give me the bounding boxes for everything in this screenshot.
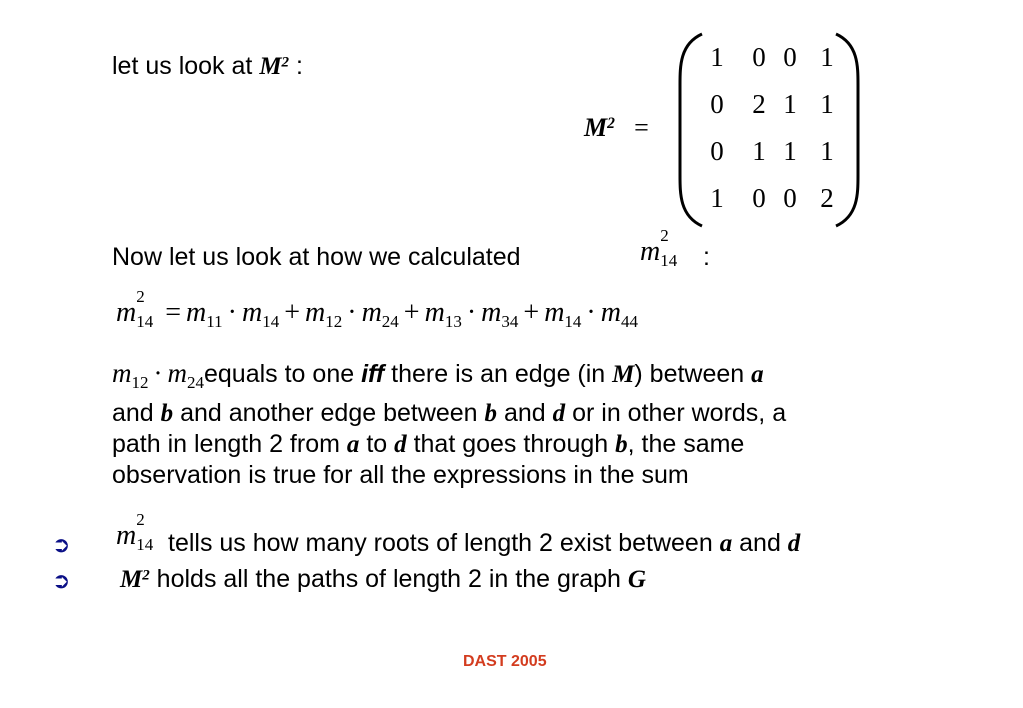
subscript: 12 — [325, 312, 343, 331]
text: that goes through — [406, 430, 616, 458]
matrix-cell: 0 — [783, 183, 797, 213]
matrix-cell: 0 — [783, 42, 797, 72]
text: tells us how many roots of length 2 exist between — [168, 529, 720, 557]
colon: : — [289, 52, 303, 80]
arrow-bullet-icon: ➲ — [52, 569, 71, 594]
m-variable: m — [640, 236, 661, 267]
bullet-2-text — [120, 565, 646, 594]
dot-operator: · — [586, 297, 596, 328]
matrix-cell: 1 — [820, 42, 834, 72]
m-variable: m — [361, 297, 382, 328]
m-variable: m — [600, 297, 621, 328]
subscript: 14 — [564, 312, 582, 331]
matrix-symbol: M — [584, 113, 608, 142]
subscript: 44 — [620, 312, 638, 331]
bullet-1-text — [168, 529, 800, 558]
vertex-d: d — [552, 400, 566, 427]
matrix-symbol: M — [259, 53, 282, 80]
text: equals to one — [204, 360, 362, 388]
dot-operator: · — [227, 297, 237, 328]
m-variable: m — [186, 297, 207, 328]
vertex-a: a — [751, 361, 764, 388]
vertex-a: a — [346, 431, 360, 458]
subscript: 14 — [136, 312, 154, 331]
subscript: 14 — [262, 312, 280, 331]
vertex-d: d — [787, 530, 801, 557]
matrix-cell: 2 — [820, 183, 834, 213]
text: and — [732, 529, 788, 557]
square-exponent: 2 — [281, 54, 290, 71]
matrix-cell: 1 — [820, 89, 834, 119]
subscript: 11 — [206, 312, 223, 331]
matrix-cell: 0 — [710, 136, 724, 166]
vertex-b: b — [160, 400, 174, 427]
explanation-paragraph — [112, 358, 786, 490]
matrix-symbol: M — [120, 566, 143, 593]
square-exponent: 2 — [142, 567, 150, 584]
left-bracket — [680, 34, 702, 226]
matrix-cell: 1 — [752, 136, 766, 166]
m14-squared-term — [640, 226, 678, 271]
matrix-cell: 2 — [752, 89, 766, 119]
subscript: 14 — [660, 251, 678, 270]
plus-sign: + — [523, 297, 540, 328]
footer-label: DAST 2005 — [463, 653, 547, 670]
subscript: 12 — [131, 373, 149, 392]
paragraph-line-4 — [112, 460, 786, 490]
vertex-d: d — [394, 431, 407, 458]
iff-keyword: iff — [361, 360, 385, 388]
arrow-bullet-icon: ➲ — [52, 533, 71, 558]
matrix-cell: 1 — [710, 42, 724, 72]
text: , the same — [627, 430, 745, 458]
square-exponent: 2 — [607, 115, 615, 133]
m14-squared-term — [116, 510, 154, 555]
matrix-cell: 1 — [783, 136, 797, 166]
m-variable: m — [544, 297, 565, 328]
calc-text: Now let us look at how we calculated — [112, 243, 521, 271]
dot-operator: · — [153, 358, 163, 388]
matrix-cell: 1 — [710, 183, 724, 213]
m-variable: m — [116, 520, 137, 551]
m-variable: m — [424, 297, 445, 328]
matrix-cell: 1 — [783, 89, 797, 119]
m-variable: m — [167, 358, 187, 388]
matrix-cell: 0 — [752, 183, 766, 213]
plus-sign: + — [284, 297, 300, 328]
m-variable: m — [116, 297, 137, 328]
paragraph-line-1 — [112, 358, 786, 398]
matrix-cell: 0 — [710, 89, 724, 119]
intro-line — [112, 52, 303, 81]
m-variable: m — [112, 358, 132, 388]
intro-text: let us look at — [112, 52, 260, 80]
plus-sign: + — [403, 297, 420, 328]
matrix-cell: 1 — [820, 136, 834, 166]
equation-label — [584, 112, 649, 143]
vertex-b: b — [484, 400, 498, 427]
vertex-a: a — [719, 530, 733, 557]
text: holds all the paths of length 2 in the graph — [149, 565, 628, 593]
subscript: 24 — [381, 312, 399, 331]
matrix-symbol: M — [612, 361, 635, 388]
text: and another edge between — [173, 399, 485, 427]
superscript: 2 — [136, 287, 145, 306]
dot-operator: · — [466, 297, 477, 328]
m-variable: m — [241, 297, 263, 328]
text: and — [497, 399, 553, 427]
subscript: 34 — [501, 312, 519, 331]
calc-line — [112, 243, 521, 272]
subscript: 13 — [444, 312, 462, 331]
m-variable: m — [481, 297, 502, 328]
subscript: 14 — [136, 535, 154, 554]
superscript: 2 — [136, 510, 145, 529]
equals-sign: = — [634, 113, 649, 142]
text: there is an edge (in — [384, 360, 613, 388]
text: ) between — [634, 360, 752, 388]
text: path in length 2 from — [112, 430, 347, 458]
text: to — [359, 430, 395, 458]
m-variable: m — [305, 297, 326, 328]
colon: : — [703, 243, 710, 271]
sum-formula — [116, 287, 638, 332]
paragraph-line-3 — [112, 429, 786, 460]
paragraph-line-2 — [112, 398, 786, 429]
graph-symbol: G — [627, 566, 646, 593]
superscript: 2 — [660, 226, 669, 245]
formula-terms — [186, 297, 638, 331]
text: observation is true for all the expressions in the sum — [112, 461, 689, 489]
vertex-b: b — [615, 431, 628, 458]
subscript: 24 — [187, 373, 204, 392]
dot-operator: · — [347, 297, 357, 328]
matrix-cell: 0 — [752, 42, 766, 72]
equals-sign: = — [165, 297, 182, 328]
text: or in other words, a — [565, 399, 787, 427]
text: and — [112, 399, 161, 427]
